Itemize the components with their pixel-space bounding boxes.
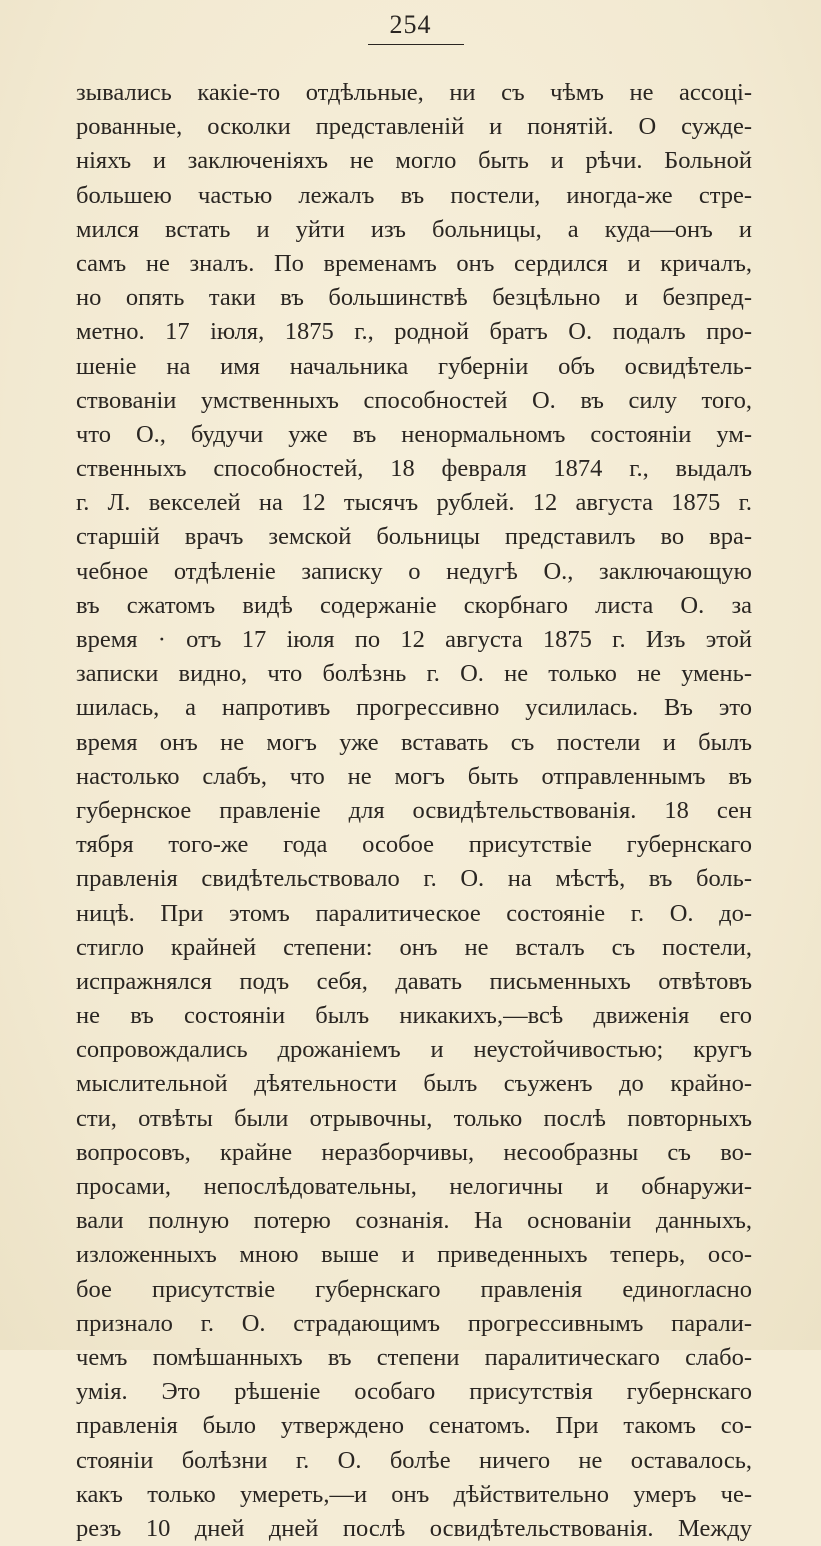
text-line: въ сжатомъ видѣ содержаніе скорбнаго листа О. за	[76, 591, 752, 619]
text-line: шеніе на имя начальника губерніи объ освидѣтель-	[76, 352, 752, 380]
text-line: не въ состояніи былъ никакихъ,—всѣ движенія его	[76, 1002, 752, 1030]
text-line: зывались какіе-то отдѣльные, ни съ чѣмъ не ассоці-	[76, 79, 752, 106]
text-line: вопросовъ, крайне неразборчивы, несообразны съ во-	[76, 1138, 752, 1166]
text-line: стигло крайней степени: онъ не всталъ съ постели,	[76, 933, 752, 961]
text-line: мился встать и уйти изъ больницы, а куда—онъ и	[76, 215, 752, 243]
text-line: старшій врачъ земской больницы представилъ во вра-	[76, 523, 752, 551]
text-line: большею частью лежалъ въ постели, иногда-же стре-	[76, 181, 752, 209]
text-line: резъ 10 дней дней послѣ освидѣтельствованія. Между	[76, 1514, 752, 1542]
text-line: что О., будучи уже въ ненормальномъ состояніи ум-	[76, 420, 752, 448]
text-line: изложенныхъ мною выше и приведенныхъ теперь, осо-	[76, 1241, 752, 1269]
text-line: ствованіи умственныхъ способностей О. въ силу того,	[76, 386, 752, 414]
text-line: г. Л. векселей на 12 тысячъ рублей. 12 августа 1875 г.	[76, 489, 752, 517]
text-line: какъ только умереть,—и онъ дѣйствительно умеръ че-	[76, 1480, 752, 1508]
body-text	[76, 76, 752, 1546]
text-line: самъ не зналъ. По временамъ онъ сердился и кричалъ,	[76, 249, 752, 277]
text-line: тября того-же года особое присутствіе губернскаго	[76, 831, 752, 859]
text-line: вали полную потерю сознанія. На основаніи данныхъ,	[76, 1207, 752, 1235]
text-line: стояніи болѣзни г. О. болѣе ничего не оставалось,	[76, 1446, 752, 1474]
text-line: время · отъ 17 іюля по 12 августа 1875 г. Изъ этой	[76, 626, 752, 653]
text-line: губернское правленіе для освидѣтельствованія. 18 сен	[76, 796, 752, 824]
text-line: ніяхъ и заключеніяхъ не могло быть и рѣчи. Больной	[76, 147, 752, 175]
page-number: 254	[389, 10, 432, 39]
text-line: умія. Это рѣшеніе особаго присутствія губернскаго	[76, 1378, 752, 1406]
text-line: но опять таки въ большинствѣ безцѣльно и безпред-	[76, 284, 752, 312]
text-line: записки видно, что болѣзнь г. О. не только не умень-	[76, 660, 752, 688]
text-line: ницѣ. При этомъ паралитическое состояніе г. О. до-	[76, 899, 752, 927]
text-line: признало г. О. страдающимъ прогрессивнымъ парали-	[76, 1309, 752, 1337]
text-line: мыслительной дѣятельности былъ съуженъ до крайно-	[76, 1070, 752, 1098]
text-line: рованные, осколки представленій и понятій. О сужде-	[76, 113, 752, 141]
text-line: ственныхъ способностей, 18 февраля 1874 г., выдалъ	[76, 455, 752, 483]
text-line: чебное отдѣленіе записку о недугѣ О., заключающую	[76, 557, 752, 585]
text-line: правленія свидѣтельствовало г. О. на мѣстѣ, въ боль-	[76, 865, 752, 893]
text-line: метно. 17 іюля, 1875 г., родной братъ О. подалъ про-	[76, 318, 752, 346]
text-line: просами, непослѣдовательны, нелогичны и обнаружи-	[76, 1173, 752, 1200]
text-line: чемъ помѣшанныхъ въ степени паралитическаго слабо-	[76, 1343, 752, 1371]
text-line: время онъ не могъ уже вставать съ постели и былъ	[76, 728, 752, 756]
text-line: сти, отвѣты были отрывочны, только послѣ повторныхъ	[76, 1104, 752, 1132]
text-line: шилась, а напротивъ прогрессивно усилилась. Въ это	[76, 694, 752, 722]
text-line: настолько слабъ, что не могъ быть отправленнымъ въ	[76, 762, 752, 790]
text-line: правленія было утверждено сенатомъ. При такомъ со-	[76, 1412, 752, 1440]
page-number-rule	[368, 44, 464, 45]
text-line: бое присутствіе губернскаго правленія единогласно	[76, 1275, 752, 1303]
text-line: испражнялся подъ себя, давать письменныхъ отвѣтовъ	[76, 967, 752, 995]
text-line: сопровождались дрожаніемъ и неустойчивостью; кругъ	[76, 1036, 752, 1064]
